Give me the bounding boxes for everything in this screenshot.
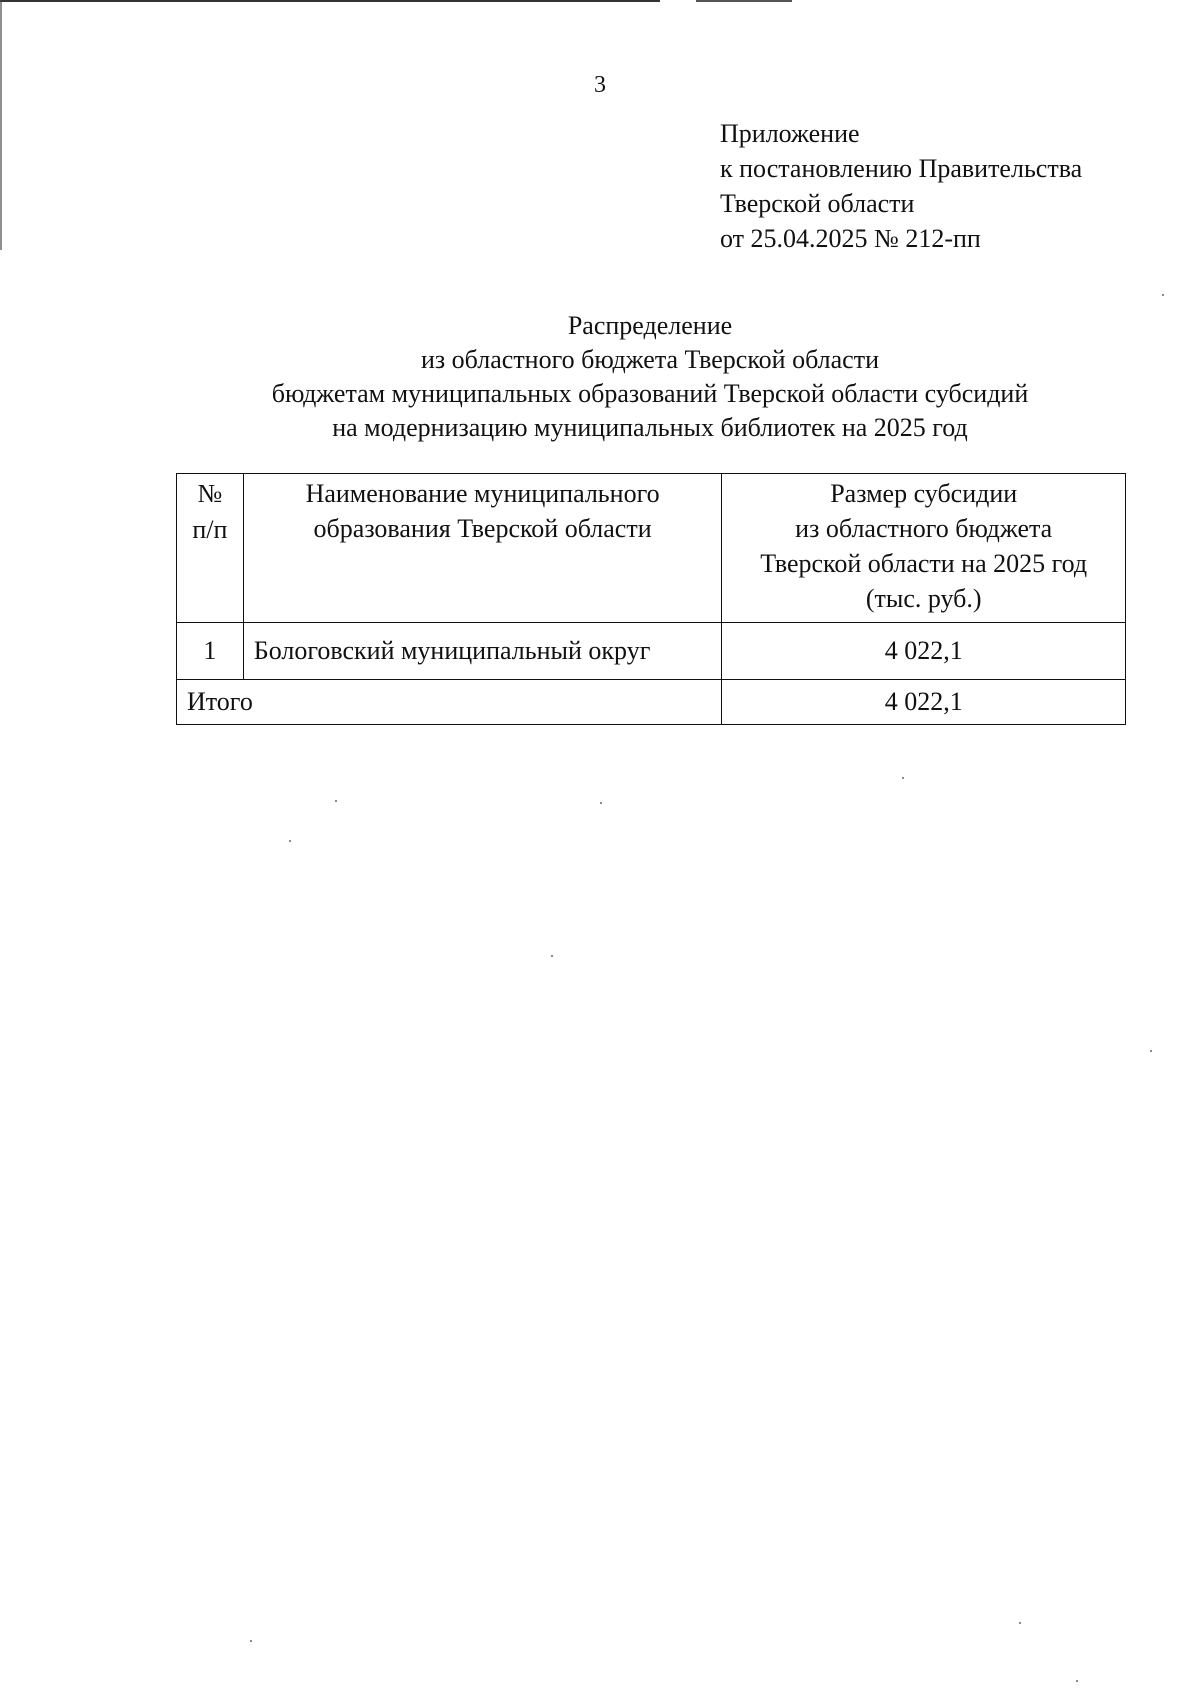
header-amount-line-2: из областного бюджета (795, 514, 1053, 543)
header-name-cell (243, 474, 722, 623)
header-amount-line-3: Тверской области на 2025 год (760, 549, 1088, 578)
appendix-line-4: от 25.04.2025 № 212-пп (720, 224, 981, 253)
title-line-4: на модернизацию муниципальных библиотек на 2025 год (332, 413, 968, 442)
row-number-cell: 1 (177, 623, 244, 680)
page-number: 3 (594, 72, 606, 98)
scan-speck (1150, 1050, 1152, 1052)
total-amount-cell: 4 022,1 (722, 680, 1126, 725)
header-name-line-1: Наименование муниципального (305, 479, 660, 508)
title-line-3: бюджетам муниципальных образований Тверской области субсидий (271, 379, 1029, 408)
table-row (177, 623, 1126, 680)
header-amount-line-1: Размер субсидии (830, 479, 1018, 508)
scan-speck (250, 1640, 252, 1642)
header-name-line-2: образования Тверской области (313, 514, 652, 543)
scan-speck (600, 802, 602, 804)
row-municipality-cell: Бологовский муниципальный округ (243, 623, 722, 680)
header-amount-line-4: (тыс. руб.) (865, 584, 982, 613)
scan-speck (1076, 1680, 1078, 1682)
header-number-line-1: № (197, 479, 223, 508)
title-line-2: из областного бюджета Тверской области (421, 345, 879, 374)
scan-speck (289, 840, 291, 842)
table-header-row (177, 474, 1126, 623)
scan-speck (551, 955, 553, 957)
row-amount-cell: 4 022,1 (722, 623, 1126, 680)
header-number-line-2: п/п (192, 515, 228, 544)
scan-speck (1019, 1622, 1021, 1624)
header-amount-cell (722, 474, 1126, 623)
appendix-line-1: Приложение (720, 119, 860, 148)
scan-speck (902, 777, 904, 779)
scan-speck (335, 800, 337, 802)
title-line-1: Распределение (567, 311, 733, 340)
appendix-block (720, 116, 1082, 256)
header-number-cell (177, 474, 244, 623)
appendix-line-3: Тверской области (720, 189, 915, 218)
appendix-line-2: к постановлению Правительства (720, 154, 1083, 183)
total-label-cell: Итого (177, 680, 722, 725)
table-total-row (177, 680, 1126, 725)
scan-edge-left (0, 0, 2, 250)
distribution-table (176, 473, 1126, 725)
document-title (150, 309, 1150, 445)
scan-edge-top (0, 0, 1200, 2)
scan-speck (1162, 294, 1164, 296)
